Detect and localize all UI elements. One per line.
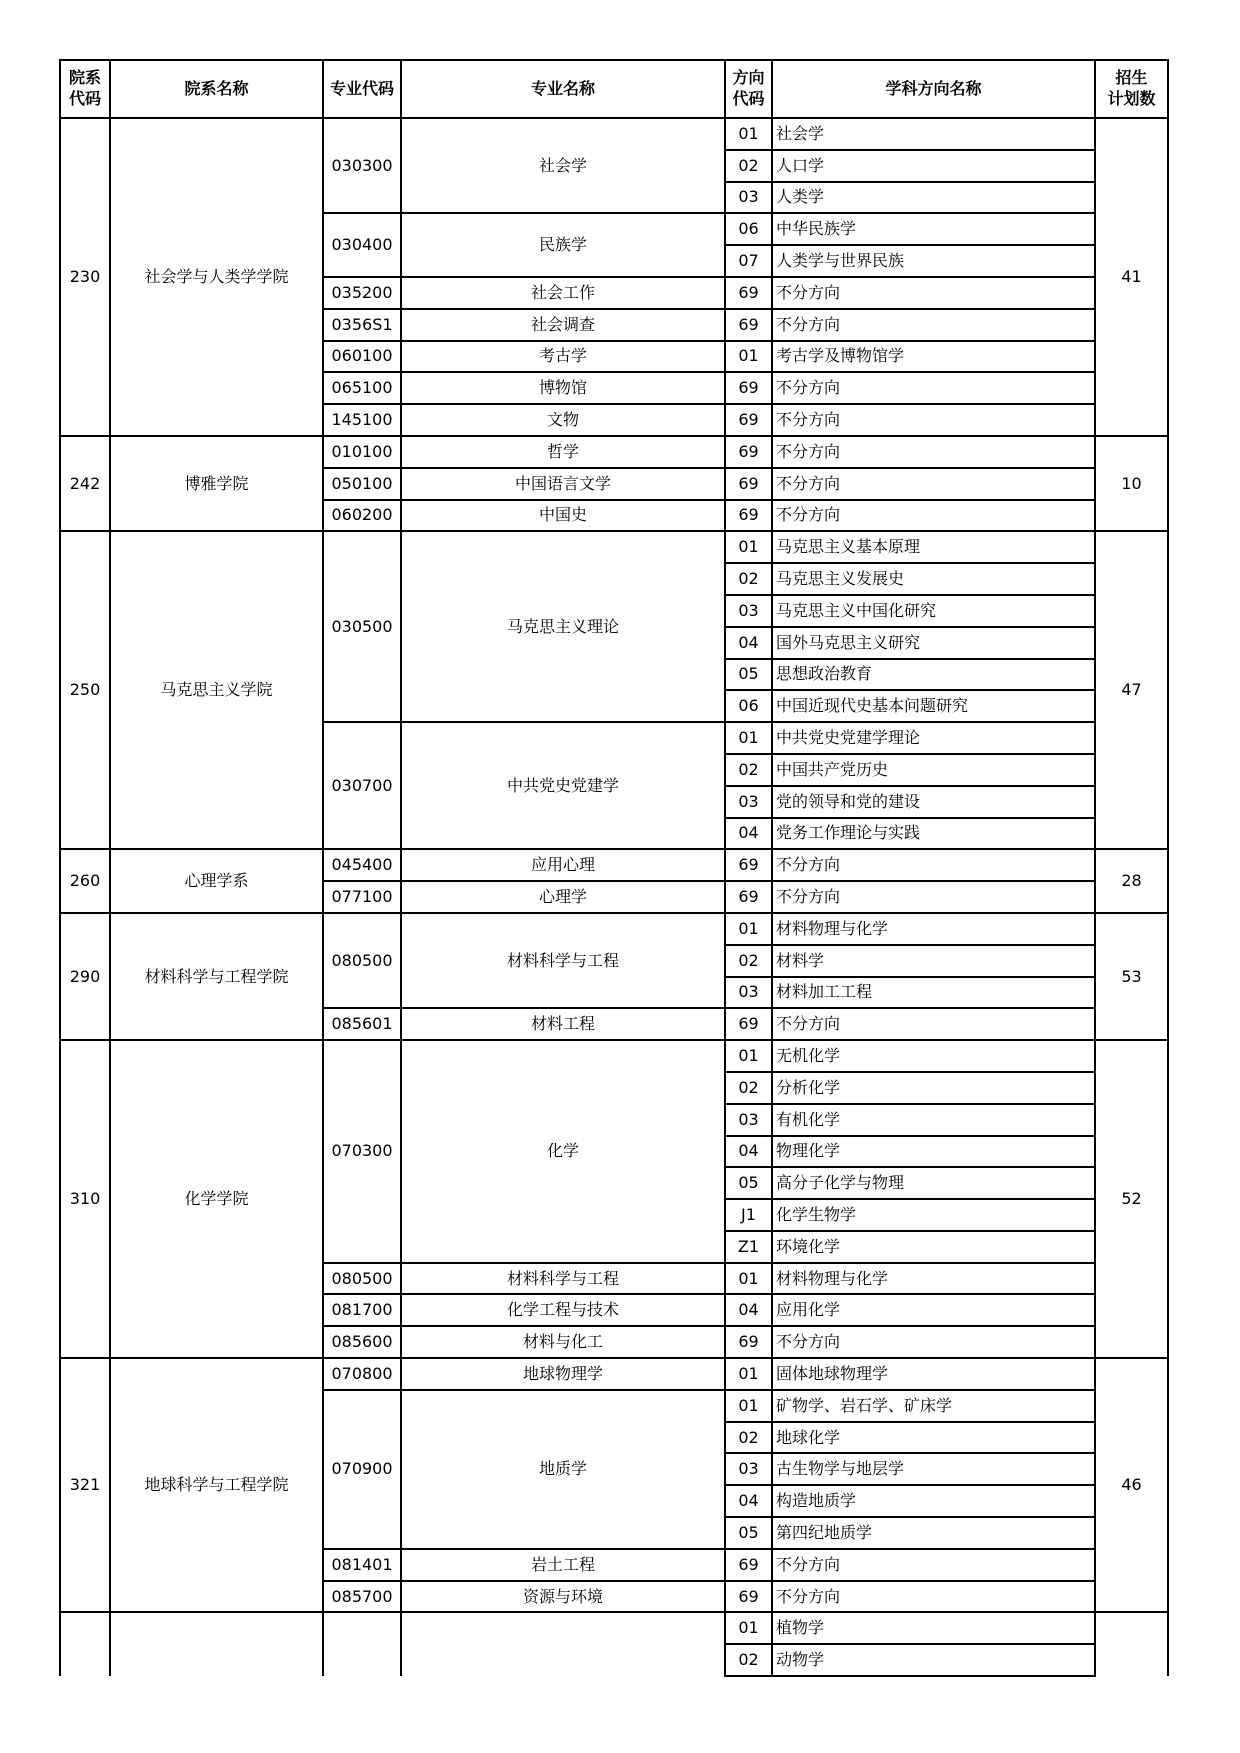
direction-code-cell: 02 bbox=[725, 563, 772, 595]
direction-code-cell: 69 bbox=[725, 309, 772, 341]
direction-name-cell: 固体地球物理学 bbox=[772, 1358, 1095, 1390]
direction-name-cell: 高分子化学与物理 bbox=[772, 1167, 1095, 1199]
table-body bbox=[60, 118, 1168, 1676]
major-code-cell: 065100 bbox=[323, 372, 401, 404]
dept-code-cell: 310 bbox=[60, 1040, 110, 1358]
major-code-cell bbox=[323, 1612, 401, 1676]
major-code-cell: 045400 bbox=[323, 849, 401, 881]
plan-count-cell: 46 bbox=[1095, 1358, 1168, 1612]
table-row bbox=[60, 1358, 1168, 1390]
direction-code-cell: 69 bbox=[725, 1581, 772, 1613]
plan-count-cell bbox=[1095, 1612, 1168, 1676]
plan-count-cell: 10 bbox=[1095, 436, 1168, 531]
direction-code-cell: 69 bbox=[725, 277, 772, 309]
direction-code-cell: 03 bbox=[725, 786, 772, 818]
major-code-cell: 030700 bbox=[323, 722, 401, 849]
direction-code-cell: 07 bbox=[725, 245, 772, 277]
direction-name-cell: 人类学与世界民族 bbox=[772, 245, 1095, 277]
direction-code-cell: 05 bbox=[725, 659, 772, 691]
direction-name-cell: 古生物学与地层学 bbox=[772, 1453, 1095, 1485]
table-row bbox=[60, 118, 1168, 150]
table-row bbox=[60, 1040, 1168, 1072]
direction-name-cell: 马克思主义基本原理 bbox=[772, 531, 1095, 563]
direction-name-cell: 中国近现代史基本问题研究 bbox=[772, 690, 1095, 722]
plan-count-cell: 52 bbox=[1095, 1040, 1168, 1358]
major-code-cell: 0356S1 bbox=[323, 309, 401, 341]
dept-name-cell: 心理学系 bbox=[110, 849, 323, 913]
direction-name-cell: 应用化学 bbox=[772, 1294, 1095, 1326]
direction-name-cell: 不分方向 bbox=[772, 1008, 1095, 1040]
direction-code-cell: 04 bbox=[725, 1136, 772, 1168]
major-name-cell: 应用心理 bbox=[401, 849, 725, 881]
major-name-cell: 哲学 bbox=[401, 436, 725, 468]
direction-code-cell: 03 bbox=[725, 595, 772, 627]
direction-name-cell: 不分方向 bbox=[772, 404, 1095, 436]
direction-name-cell: 植物学 bbox=[772, 1612, 1095, 1644]
major-name-cell: 中国语言文学 bbox=[401, 468, 725, 500]
direction-code-cell: 01 bbox=[725, 1040, 772, 1072]
dept-code-cell bbox=[60, 1612, 110, 1676]
direction-code-cell: 01 bbox=[725, 1612, 772, 1644]
direction-code-cell: 69 bbox=[725, 1008, 772, 1040]
direction-name-cell: 社会学 bbox=[772, 118, 1095, 150]
direction-code-cell: 69 bbox=[725, 436, 772, 468]
major-code-cell: 060200 bbox=[323, 500, 401, 532]
direction-name-cell: 马克思主义中国化研究 bbox=[772, 595, 1095, 627]
major-name-cell: 材料与化工 bbox=[401, 1326, 725, 1358]
direction-name-cell: 环境化学 bbox=[772, 1231, 1095, 1263]
direction-code-cell: 01 bbox=[725, 913, 772, 945]
major-code-cell: 030500 bbox=[323, 531, 401, 722]
direction-name-cell: 地球化学 bbox=[772, 1422, 1095, 1454]
direction-code-cell: 01 bbox=[725, 1390, 772, 1422]
major-code-cell: 070900 bbox=[323, 1390, 401, 1549]
direction-code-cell: 69 bbox=[725, 404, 772, 436]
dept-name-cell: 材料科学与工程学院 bbox=[110, 913, 323, 1040]
header-dept-name: 院系名称 bbox=[110, 60, 323, 118]
direction-code-cell: 04 bbox=[725, 627, 772, 659]
dept-name-cell: 马克思主义学院 bbox=[110, 531, 323, 849]
direction-name-cell: 分析化学 bbox=[772, 1072, 1095, 1104]
major-name-cell: 心理学 bbox=[401, 881, 725, 913]
direction-name-cell: 人类学 bbox=[772, 182, 1095, 214]
major-name-cell: 地质学 bbox=[401, 1390, 725, 1549]
enrollment-plan-table bbox=[59, 59, 1169, 1677]
direction-code-cell: 69 bbox=[725, 1326, 772, 1358]
major-name-cell bbox=[401, 1612, 725, 1676]
major-name-cell: 中国史 bbox=[401, 500, 725, 532]
direction-code-cell: 01 bbox=[725, 1263, 772, 1295]
direction-name-cell: 矿物学、岩石学、矿床学 bbox=[772, 1390, 1095, 1422]
direction-name-cell: 不分方向 bbox=[772, 849, 1095, 881]
major-name-cell: 材料工程 bbox=[401, 1008, 725, 1040]
major-name-cell: 民族学 bbox=[401, 213, 725, 277]
direction-code-cell: 01 bbox=[725, 531, 772, 563]
major-code-cell: 030400 bbox=[323, 213, 401, 277]
direction-code-cell: 02 bbox=[725, 1644, 772, 1676]
direction-name-cell: 化学生物学 bbox=[772, 1199, 1095, 1231]
direction-code-cell: Z1 bbox=[725, 1231, 772, 1263]
direction-code-cell: 02 bbox=[725, 150, 772, 182]
direction-name-cell: 材料加工工程 bbox=[772, 977, 1095, 1009]
direction-name-cell: 中华民族学 bbox=[772, 213, 1095, 245]
direction-name-cell: 构造地质学 bbox=[772, 1485, 1095, 1517]
direction-code-cell: 69 bbox=[725, 500, 772, 532]
major-code-cell: 060100 bbox=[323, 341, 401, 373]
direction-name-cell: 不分方向 bbox=[772, 309, 1095, 341]
direction-name-cell: 国外马克思主义研究 bbox=[772, 627, 1095, 659]
direction-code-cell: 05 bbox=[725, 1167, 772, 1199]
major-name-cell: 文物 bbox=[401, 404, 725, 436]
direction-name-cell: 人口学 bbox=[772, 150, 1095, 182]
plan-count-cell: 47 bbox=[1095, 531, 1168, 849]
direction-name-cell: 党务工作理论与实践 bbox=[772, 818, 1095, 850]
dept-name-cell: 地球科学与工程学院 bbox=[110, 1358, 323, 1612]
header-major-code: 专业代码 bbox=[323, 60, 401, 118]
major-name-cell: 地球物理学 bbox=[401, 1358, 725, 1390]
header-direction-name: 学科方向名称 bbox=[772, 60, 1095, 118]
dept-code-cell: 250 bbox=[60, 531, 110, 849]
header-direction-code: 方向 代码 bbox=[725, 60, 772, 118]
direction-code-cell: 01 bbox=[725, 722, 772, 754]
direction-code-cell: 02 bbox=[725, 945, 772, 977]
direction-code-cell: 02 bbox=[725, 1422, 772, 1454]
direction-code-cell: 01 bbox=[725, 341, 772, 373]
direction-code-cell: 04 bbox=[725, 1485, 772, 1517]
direction-code-cell: 02 bbox=[725, 1072, 772, 1104]
direction-code-cell: 69 bbox=[725, 372, 772, 404]
direction-name-cell: 思想政治教育 bbox=[772, 659, 1095, 691]
major-code-cell: 080500 bbox=[323, 1263, 401, 1295]
direction-name-cell: 马克思主义发展史 bbox=[772, 563, 1095, 595]
direction-code-cell: 03 bbox=[725, 1453, 772, 1485]
direction-name-cell: 不分方向 bbox=[772, 500, 1095, 532]
major-code-cell: 077100 bbox=[323, 881, 401, 913]
direction-code-cell: 06 bbox=[725, 213, 772, 245]
direction-name-cell: 不分方向 bbox=[772, 1549, 1095, 1581]
major-code-cell: 070800 bbox=[323, 1358, 401, 1390]
major-name-cell: 社会学 bbox=[401, 118, 725, 213]
major-name-cell: 社会调查 bbox=[401, 309, 725, 341]
direction-code-cell: 05 bbox=[725, 1517, 772, 1549]
dept-code-cell: 260 bbox=[60, 849, 110, 913]
major-name-cell: 化学工程与技术 bbox=[401, 1294, 725, 1326]
table-row bbox=[60, 531, 1168, 563]
direction-name-cell: 不分方向 bbox=[772, 1581, 1095, 1613]
major-name-cell: 马克思主义理论 bbox=[401, 531, 725, 722]
plan-count-cell: 53 bbox=[1095, 913, 1168, 1040]
major-code-cell: 145100 bbox=[323, 404, 401, 436]
major-name-cell: 博物馆 bbox=[401, 372, 725, 404]
direction-code-cell: 03 bbox=[725, 1104, 772, 1136]
direction-code-cell: 69 bbox=[725, 881, 772, 913]
direction-name-cell: 动物学 bbox=[772, 1644, 1095, 1676]
direction-name-cell: 材料学 bbox=[772, 945, 1095, 977]
major-code-cell: 080500 bbox=[323, 913, 401, 1008]
direction-code-cell: 69 bbox=[725, 849, 772, 881]
major-name-cell: 材料科学与工程 bbox=[401, 913, 725, 1008]
direction-name-cell: 党的领导和党的建设 bbox=[772, 786, 1095, 818]
direction-code-cell: 03 bbox=[725, 182, 772, 214]
dept-code-cell: 242 bbox=[60, 436, 110, 531]
major-code-cell: 030300 bbox=[323, 118, 401, 213]
major-code-cell: 070300 bbox=[323, 1040, 401, 1263]
direction-name-cell: 不分方向 bbox=[772, 881, 1095, 913]
table-row bbox=[60, 1612, 1168, 1644]
direction-name-cell: 不分方向 bbox=[772, 372, 1095, 404]
direction-code-cell: 04 bbox=[725, 1294, 772, 1326]
direction-code-cell: 06 bbox=[725, 690, 772, 722]
header-plan-count: 招生 计划数 bbox=[1095, 60, 1168, 118]
major-code-cell: 081401 bbox=[323, 1549, 401, 1581]
dept-name-cell: 社会学与人类学学院 bbox=[110, 118, 323, 436]
dept-name-cell bbox=[110, 1612, 323, 1676]
major-code-cell: 085600 bbox=[323, 1326, 401, 1358]
direction-name-cell: 第四纪地质学 bbox=[772, 1517, 1095, 1549]
direction-code-cell: 69 bbox=[725, 468, 772, 500]
direction-name-cell: 中国共产党历史 bbox=[772, 754, 1095, 786]
major-code-cell: 050100 bbox=[323, 468, 401, 500]
direction-code-cell: 03 bbox=[725, 977, 772, 1009]
major-code-cell: 035200 bbox=[323, 277, 401, 309]
header-major-name: 专业名称 bbox=[401, 60, 725, 118]
direction-code-cell: 01 bbox=[725, 118, 772, 150]
direction-name-cell: 材料物理与化学 bbox=[772, 1263, 1095, 1295]
header-dept-code: 院系 代码 bbox=[60, 60, 110, 118]
direction-name-cell: 材料物理与化学 bbox=[772, 913, 1095, 945]
direction-code-cell: 02 bbox=[725, 754, 772, 786]
plan-count-cell: 41 bbox=[1095, 118, 1168, 436]
direction-name-cell: 物理化学 bbox=[772, 1136, 1095, 1168]
dept-code-cell: 290 bbox=[60, 913, 110, 1040]
major-code-cell: 085601 bbox=[323, 1008, 401, 1040]
major-name-cell: 岩土工程 bbox=[401, 1549, 725, 1581]
major-name-cell: 材料科学与工程 bbox=[401, 1263, 725, 1295]
major-name-cell: 中共党史党建学 bbox=[401, 722, 725, 849]
table-header bbox=[60, 60, 1168, 118]
direction-name-cell: 考古学及博物馆学 bbox=[772, 341, 1095, 373]
major-code-cell: 081700 bbox=[323, 1294, 401, 1326]
direction-name-cell: 不分方向 bbox=[772, 1326, 1095, 1358]
table-row bbox=[60, 849, 1168, 881]
direction-code-cell: J1 bbox=[725, 1199, 772, 1231]
dept-name-cell: 化学学院 bbox=[110, 1040, 323, 1358]
major-code-cell: 085700 bbox=[323, 1581, 401, 1613]
direction-code-cell: 01 bbox=[725, 1358, 772, 1390]
direction-code-cell: 04 bbox=[725, 818, 772, 850]
direction-name-cell: 不分方向 bbox=[772, 436, 1095, 468]
direction-name-cell: 有机化学 bbox=[772, 1104, 1095, 1136]
major-name-cell: 化学 bbox=[401, 1040, 725, 1263]
direction-name-cell: 不分方向 bbox=[772, 277, 1095, 309]
direction-name-cell: 中共党史党建学理论 bbox=[772, 722, 1095, 754]
major-name-cell: 社会工作 bbox=[401, 277, 725, 309]
major-code-cell: 010100 bbox=[323, 436, 401, 468]
dept-code-cell: 230 bbox=[60, 118, 110, 436]
dept-code-cell: 321 bbox=[60, 1358, 110, 1612]
major-name-cell: 资源与环境 bbox=[401, 1581, 725, 1613]
direction-name-cell: 无机化学 bbox=[772, 1040, 1095, 1072]
table-row bbox=[60, 436, 1168, 468]
direction-name-cell: 不分方向 bbox=[772, 468, 1095, 500]
plan-count-cell: 28 bbox=[1095, 849, 1168, 913]
direction-code-cell: 69 bbox=[725, 1549, 772, 1581]
dept-name-cell: 博雅学院 bbox=[110, 436, 323, 531]
table-row bbox=[60, 913, 1168, 945]
major-name-cell: 考古学 bbox=[401, 341, 725, 373]
